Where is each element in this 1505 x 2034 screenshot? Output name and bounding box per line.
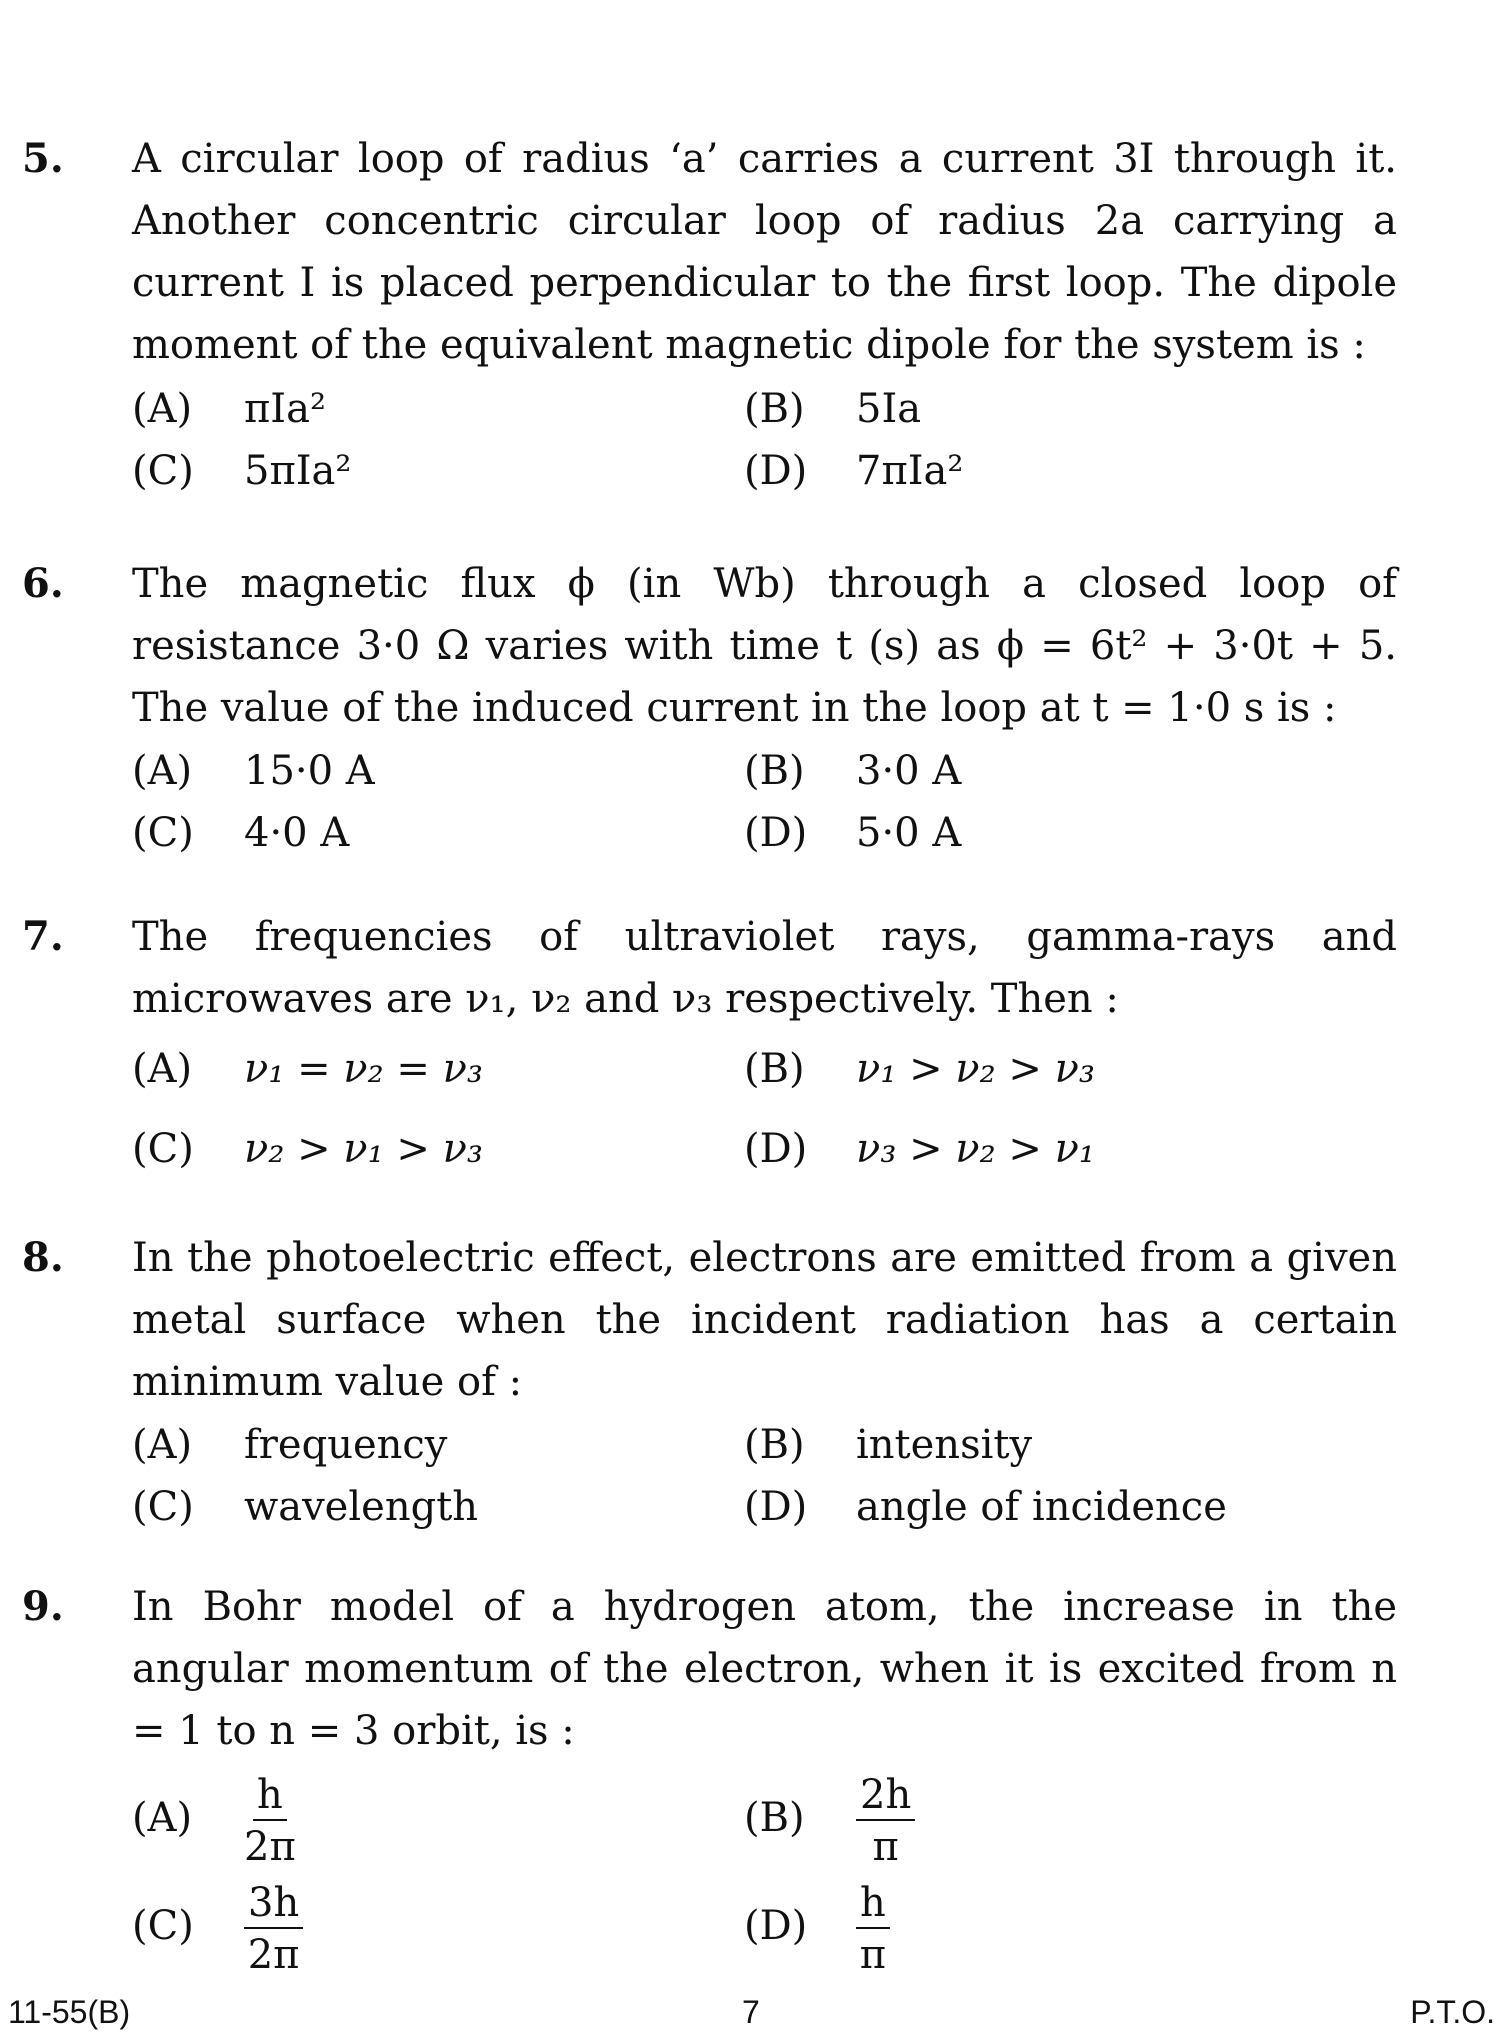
fraction-denominator: 2π	[247, 1932, 300, 1978]
option-text: wavelength	[244, 1484, 479, 1530]
option-b	[744, 378, 921, 440]
option-c	[132, 1876, 303, 1976]
option-label: (C)	[132, 1903, 194, 1949]
option-label: (A)	[132, 1046, 193, 1092]
option-c	[132, 1118, 483, 1180]
option-c	[132, 440, 351, 502]
option-a	[132, 1768, 296, 1868]
fraction	[856, 1772, 915, 1870]
option-text: 5πIa²	[244, 448, 352, 494]
question-number: 6.	[22, 560, 64, 607]
option-label: (C)	[132, 1484, 194, 1530]
option-text: intensity	[856, 1422, 1033, 1468]
question-stem: The frequencies of ultraviolet rays, gamma-rays and microwaves are ν₁, ν₂ and ν₃ respectively. Then :	[132, 914, 1397, 1022]
paper-code: 11-55(B)	[8, 1994, 131, 2030]
option-label: (D)	[744, 448, 808, 494]
question-stem: In the photoelectric effect, electrons are emitted from a given metal surface when the incident radiation has a certain minimum value of :	[132, 1235, 1397, 1405]
option-b	[744, 1414, 1032, 1476]
option-text: ν₁ > ν₂ > ν₃	[856, 1046, 1095, 1092]
question-number: 9.	[22, 1583, 64, 1630]
option-text: frequency	[244, 1422, 448, 1468]
option-text: πIa²	[244, 386, 326, 432]
option-c	[132, 802, 349, 864]
option-a	[132, 1414, 447, 1476]
option-label: (B)	[744, 1046, 805, 1092]
option-label: (C)	[132, 448, 194, 494]
option-text: 5·0 A	[856, 810, 962, 856]
fraction	[244, 1772, 296, 1870]
option-label: (D)	[744, 1903, 808, 1949]
fraction-denominator: 2π	[244, 1824, 296, 1870]
question-stem: In Bohr model of a hydrogen atom, the increase in the angular momentum of the electron, when it is excited from n = 1 to n = 3 orbit, is :	[132, 1584, 1397, 1754]
fraction-numerator: h	[253, 1775, 287, 1821]
question-number: 7.	[22, 913, 64, 960]
question-stem: A circular loop of radius ‘a’ carries a current 3I through it. Another concentric circular loop of radius 2a carrying a current I is placed perpendicular to the first loop. The dipole moment of the equivalent magnetic dipole for the system is :	[132, 136, 1397, 368]
option-label: (A)	[132, 1422, 193, 1468]
option-d	[744, 440, 963, 502]
option-a	[132, 378, 326, 440]
question-number: 8.	[22, 1234, 64, 1281]
option-text: angle of incidence	[856, 1484, 1227, 1530]
fraction-denominator: π	[872, 1824, 899, 1870]
option-label: (C)	[132, 810, 194, 856]
option-text: 7πIa²	[856, 448, 964, 494]
page-number: 7	[742, 1994, 760, 2030]
option-label: (B)	[744, 1422, 805, 1468]
option-label: (B)	[744, 748, 805, 794]
option-a	[132, 740, 375, 802]
option-d	[744, 1118, 1095, 1180]
fraction-denominator: π	[859, 1932, 887, 1978]
option-text: ν₁ = ν₂ = ν₃	[244, 1046, 483, 1092]
option-label: (B)	[744, 386, 805, 432]
fraction	[244, 1880, 303, 1978]
fraction	[856, 1880, 890, 1978]
option-label: (B)	[744, 1795, 805, 1841]
option-label: (C)	[132, 1126, 194, 1172]
option-text: ν₂ > ν₁ > ν₃	[244, 1126, 483, 1172]
option-a	[132, 1038, 483, 1100]
option-text: 5Ia	[856, 386, 922, 432]
option-label: (A)	[132, 748, 193, 794]
option-b	[744, 740, 961, 802]
pto-label: P.T.O.	[1410, 1994, 1495, 2030]
option-text: 15·0 A	[244, 748, 375, 794]
option-b	[744, 1038, 1095, 1100]
fraction-numerator: h	[856, 1883, 890, 1929]
fraction-numerator: 2h	[856, 1775, 915, 1821]
question-number: 5.	[22, 135, 64, 182]
option-label: (D)	[744, 810, 808, 856]
option-d	[744, 802, 961, 864]
option-c	[132, 1476, 478, 1538]
option-label: (D)	[744, 1484, 808, 1530]
option-text: ν₃ > ν₂ > ν₁	[856, 1126, 1095, 1172]
page-footer	[0, 1990, 1505, 2034]
option-text: 3·0 A	[856, 748, 962, 794]
option-label: (D)	[744, 1126, 808, 1172]
option-label: (A)	[132, 1795, 193, 1841]
option-b	[744, 1768, 915, 1868]
question-stem: The magnetic flux ϕ (in Wb) through a closed loop of resistance 3·0 Ω varies with time t (s) as ϕ = 6t² + 3·0t + 5. The value of the induced current in the loop at t = 1·0 s is :	[132, 561, 1397, 731]
option-d	[744, 1876, 890, 1976]
option-text: 4·0 A	[244, 810, 350, 856]
fraction-numerator: 3h	[244, 1883, 303, 1929]
option-label: (A)	[132, 386, 193, 432]
option-d	[744, 1476, 1227, 1538]
